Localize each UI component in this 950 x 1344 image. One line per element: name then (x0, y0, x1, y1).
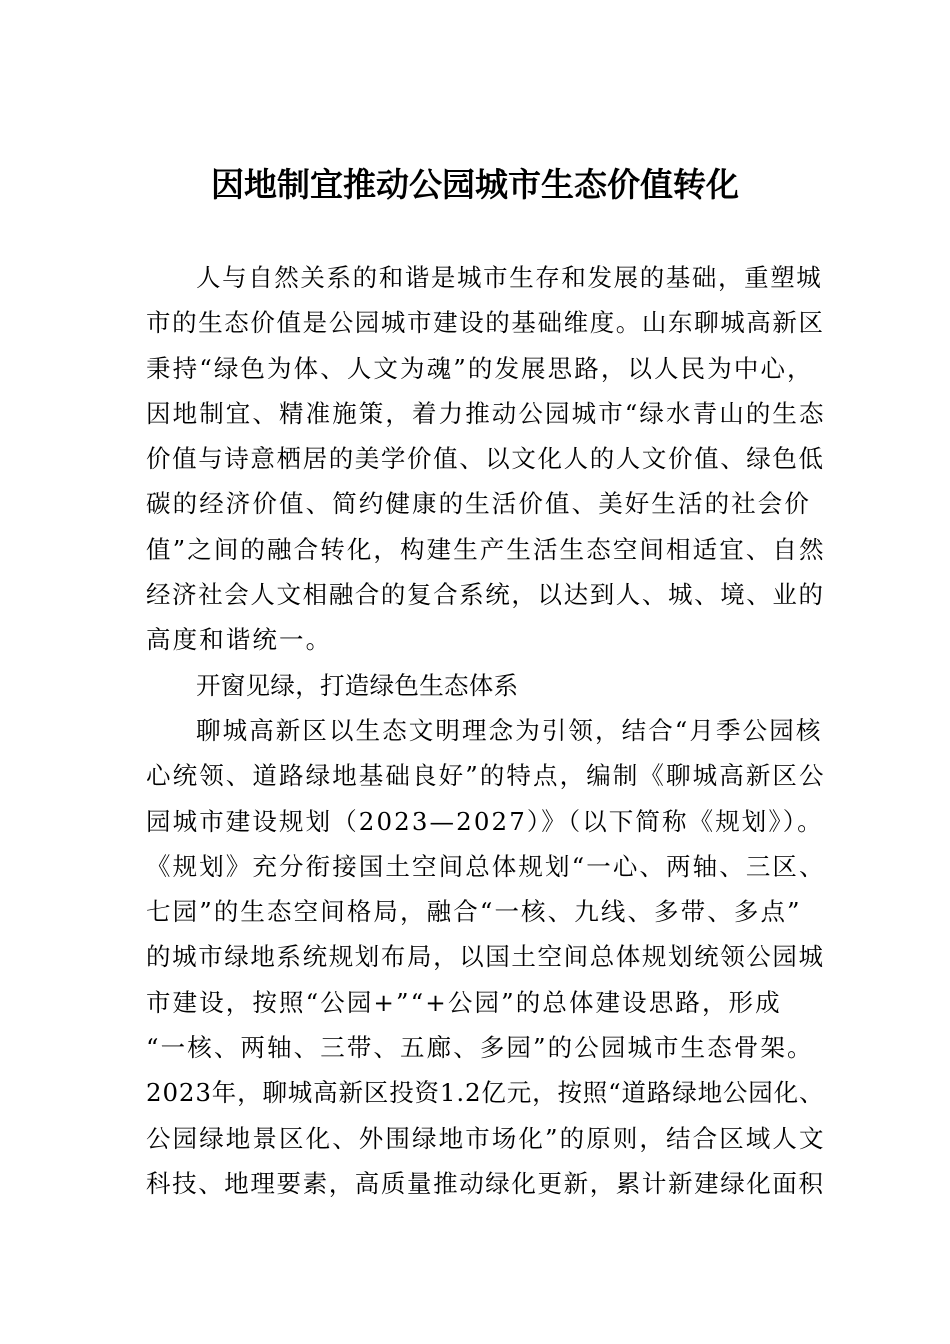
paragraph-line: 科技、地理要素，高质量推动绿化更新，累计新建绿化面积 (146, 1168, 825, 1198)
document-title: 因地制宜推动公园城市生态价值转化 (211, 165, 739, 204)
paragraph-line: 高度和谐统一。 (146, 625, 333, 655)
paragraph-line: 公园绿地景区化、外围绿地市场化”的原则，结合区域人文 (146, 1123, 826, 1153)
paragraph-line: 碳的经济价值、简约健康的生活价值、美好生活的社会价 (146, 489, 811, 519)
paragraph-line: 园城市建设规划（2023—2027）》（以下简称《规划》）。 (146, 806, 824, 836)
paragraph-line: 市建设，按照“公园+”“+公园”的总体建设思路，形成 (146, 987, 782, 1017)
paragraph-line: “一核、两轴、三带、五廊、多园”的公园城市生态骨架。 (146, 1033, 814, 1063)
paragraph-line: 市的生态价值是公园城市建设的基础维度。山东聊城高新区 (146, 308, 825, 338)
paragraph-line: 人与自然关系的和谐是城市生存和发展的基础，重塑城 (196, 263, 823, 292)
paragraph-line: 秉持“绿色为体、人文为魂”的发展思路，以人民为中心， (146, 353, 814, 383)
paragraph-line: 七园”的生态空间格局，融合“一核、九线、多带、多点” (146, 897, 802, 927)
paragraph-line: 价值与诗意栖居的美学价值、以文化人的人文价值、绿色低 (146, 444, 825, 474)
paragraph-line: 经济社会人文相融合的复合系统，以达到人、城、境、业的 (146, 580, 825, 610)
paragraph-line: 的城市绿地系统规划布局，以国土空间总体规划统领公园城 (146, 942, 825, 972)
paragraph-line: 因地制宜、精准施策，着力推动公园城市“绿水青山的生态 (146, 398, 826, 428)
section-heading: 开窗见绿，打造绿色生态体系 (196, 670, 519, 700)
document-body (146, 255, 826, 1206)
paragraph-line: 2023年，聊城高新区投资1.2亿元，按照“道路绿地公园化、 (146, 1078, 825, 1108)
paragraph-line: 《规划》充分衔接国土空间总体规划“一心、两轴、三区、 (146, 851, 826, 881)
paragraph-line: 聊城高新区以生态文明理念为引领，结合“月季公园核 (196, 715, 823, 745)
paragraph-line: 心统领、道路绿地基础良好”的特点，编制《聊城高新区公 (146, 761, 826, 791)
paragraph-line: 值”之间的融合转化，构建生产生活生态空间相适宜、自然 (146, 534, 826, 564)
paragraph-2 (146, 708, 826, 1206)
paragraph-1 (146, 255, 826, 663)
